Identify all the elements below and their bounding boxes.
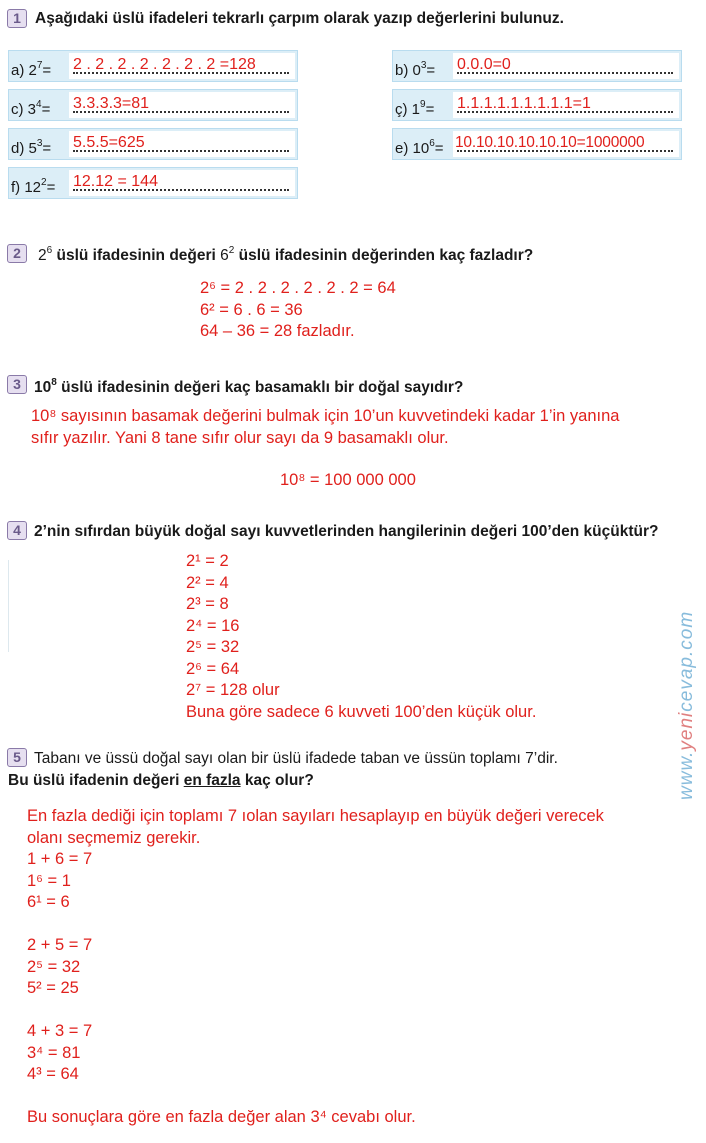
answer-line: 2⁷ = 128 olur xyxy=(186,681,280,699)
answer-line: 2⁵ = 32 xyxy=(27,957,81,976)
exercise-f xyxy=(8,167,298,199)
exercise-a-answer-field[interactable] xyxy=(69,53,295,79)
exercise-e-label: e) $10^6=$ xyxy=(395,138,444,157)
exercise-cc xyxy=(392,89,682,121)
question-5-line-2: Bu üslü ifadenin değeri en fazla kaç olur? xyxy=(8,772,314,789)
exercise-cc-answer: 1.1.1.1.1.1.1.1.1=1 xyxy=(457,95,591,112)
answer-line: 2³ = 8 xyxy=(186,595,229,613)
answer-line: 6¹ = 6 xyxy=(27,893,70,911)
watermark: www.yenicevap.com xyxy=(676,610,697,800)
exercise-b-label: b) $0^3=$ xyxy=(395,60,436,79)
question-2-answer xyxy=(200,278,396,343)
question-5-answer xyxy=(27,806,604,1129)
answer-line: olanı seçmemiz gerekir. xyxy=(27,828,201,847)
answer-line: 2² = 4 xyxy=(186,573,229,592)
exercise-a-answer: 2 . 2 . 2 . 2 . 2 . 2 . 2 =128 xyxy=(73,56,256,73)
exercise-b xyxy=(392,50,682,82)
question-4-answer xyxy=(186,551,536,723)
margin-line xyxy=(8,560,9,652)
question-3-text: $10^8$ üslü ifadesinin değeri kaç basamaklı bir doğal sayıdır? xyxy=(34,377,464,396)
exercise-d-answer: 5.5.5=625 xyxy=(73,134,145,151)
answer-line: 6² = 6 . 6 = 36 xyxy=(200,300,303,319)
exercise-c-answer-field[interactable] xyxy=(69,92,295,118)
question-number-4: 4 xyxy=(7,521,27,540)
answer-line xyxy=(27,914,604,936)
answer-line xyxy=(27,1000,604,1022)
exercise-c xyxy=(8,89,298,121)
answer-line: 2⁶ = 64 xyxy=(186,659,240,678)
question-1-text: Aşağıdaki üslü ifadeleri tekrarlı çarpım olarak yazıp değerlerini bulunuz. xyxy=(35,10,564,27)
exercise-b-answer: 0.0.0=0 xyxy=(457,56,511,73)
exercise-d xyxy=(8,128,298,160)
answer-line: Buna göre sadece 6 kuvveti 100’den küçük olur. xyxy=(186,702,537,721)
answer-line: 5² = 25 xyxy=(27,979,79,997)
exercise-e-answer: 10.10.10.10.10.10=1000000 xyxy=(455,134,645,151)
exercise-cc-answer-field[interactable] xyxy=(453,92,679,118)
answer-line: 3⁴ = 81 xyxy=(27,1043,81,1062)
question-number-3: 3 xyxy=(7,375,27,394)
answer-line xyxy=(27,1086,604,1108)
question-2-text: $2^6$ üslü ifadesinin değeri $6^2$ üslü ifadesinin değerinden kaç fazladır? xyxy=(38,245,534,264)
answer-line: 64 – 36 = 28 fazladır. xyxy=(200,322,355,340)
exercise-f-answer: 12.12 = 144 xyxy=(73,173,158,190)
answer-line: 1⁶ = 1 xyxy=(27,871,71,890)
answer-line: Bu sonuçlara göre en fazla değer alan 3⁴ cevabı olur. xyxy=(27,1108,416,1126)
exercise-e-answer-field[interactable] xyxy=(453,131,679,157)
exercise-a-label: a) $2^7=$ xyxy=(11,60,52,79)
answer-line: 2¹ = 2 xyxy=(186,552,229,570)
question-3-explanation xyxy=(31,406,619,449)
exercise-f-label: f) $12^2=$ xyxy=(11,177,56,196)
exercise-d-label: d) $5^3=$ xyxy=(11,138,52,157)
exercise-b-answer-field[interactable] xyxy=(453,53,679,79)
answer-line: 4 + 3 = 7 xyxy=(27,1022,93,1040)
answer-line: sıfır yazılır. Yani 8 tane sıfır olur sayı da 9 basamaklı olur. xyxy=(31,428,449,447)
exercise-cc-label: ç) $1^9=$ xyxy=(395,99,435,118)
question-number-5: 5 xyxy=(7,748,27,767)
question-5-line-1: Tabanı ve üssü doğal sayı olan bir üslü ifadede taban ve üssün toplamı 7’dir. xyxy=(34,750,558,767)
answer-line: 4³ = 64 xyxy=(27,1065,79,1083)
answer-line: 2⁵ = 32 xyxy=(186,638,240,656)
answer-line: 1 + 6 = 7 xyxy=(27,850,93,868)
answer-line: 2⁴ = 16 xyxy=(186,616,240,635)
question-number-1: 1 xyxy=(7,9,27,28)
exercise-e xyxy=(392,128,682,160)
exercise-a xyxy=(8,50,298,82)
answer-line: 2⁶ = 2 . 2 . 2 . 2 . 2 . 2 = 64 xyxy=(200,279,396,297)
exercise-f-answer-field[interactable] xyxy=(69,170,295,196)
exercise-d-answer-field[interactable] xyxy=(69,131,295,157)
exercise-c-label: c) $3^4=$ xyxy=(11,99,51,118)
exercise-c-answer: 3.3.3.3=81 xyxy=(73,95,150,112)
answer-line: En fazla dediği için toplamı 7 ıolan sayıları hesaplayıp en büyük değeri verecek xyxy=(27,807,604,825)
answer-line: 10⁸ sayısının basamak değerini bulmak için 10’un kuvvetindeki kadar 1’in yanına xyxy=(31,407,620,425)
question-4-text: 2’nin sıfırdan büyük doğal sayı kuvvetlerinden hangilerinin değeri 100’den küçüktür? xyxy=(34,523,659,540)
answer-line: 2 + 5 = 7 xyxy=(27,936,93,954)
question-3-result: 10⁸ = 100 000 000 xyxy=(280,471,416,489)
question-number-2: 2 xyxy=(7,244,27,263)
